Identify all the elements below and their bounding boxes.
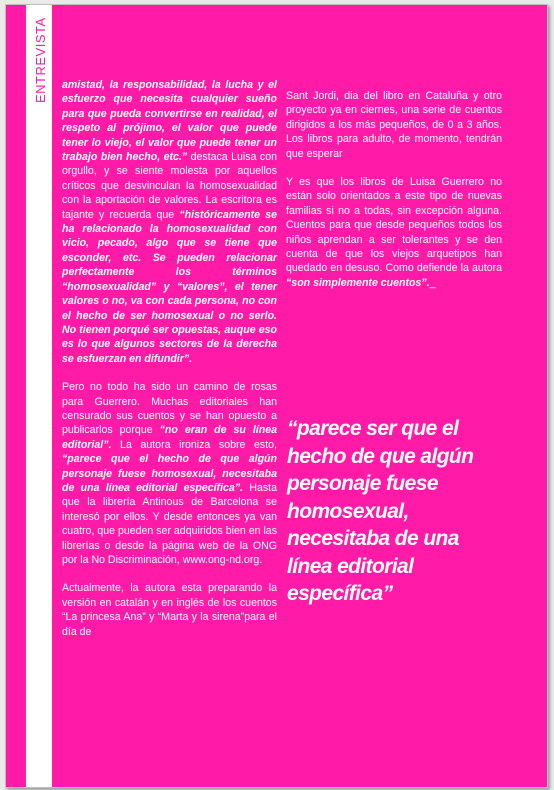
right-paragraph-2 xyxy=(286,175,502,290)
section-label: ENTREVISTA xyxy=(33,17,48,103)
quote-text: “son simplemente cuentos”. xyxy=(286,276,430,289)
end-mark: _ xyxy=(429,276,436,289)
section-strip xyxy=(26,5,52,787)
quote-text: “históricamente se ha relacionado la homosexualidad con vicio, pecado, algo que se tiene que esconder, etc. Se pueden relacionar perfectamente los términos “homosexualidad” y “valores”, el tener valores o no, va con cada persona, no con el hecho de ser homosexual o no serlo. No tienen porqué ser opuestas, auque eso es lo que algunos sectores de la derecha se esfuerzan en difundir”. xyxy=(62,208,277,365)
left-paragraph-3: Actualmente, la autora esta preparando la versión en catalán y en inglés de los cuentos “La princesa Ana” y “Marta y la sirena”para el día de xyxy=(62,582,277,638)
quote-text: amistad, la responsabilidad, la lucha y el esfuerzo que necesita cualquier sueño para que pueda convertirse en realidad, el respeto al prójimo, el valor que puede tener lo viejo, el valor que puede tener un trabajo bien hecho, etc.” xyxy=(62,79,277,164)
left-paragraph-1 xyxy=(62,78,277,366)
body-text: Y es que los libros de Luisa Guerrero no están solo orientados a este tipo de nuevas familias si no a todas, sin excepción alguna. Cuentos para que desde pequeños todos los niños aprendan a ser tolerantes y se den cuenta de que los viejos arquetipos han quedado en desuso. Como defiende la autora xyxy=(286,176,502,275)
body-text: destaca Luisa con orgullo, y se siente molesta por aquellos críticos que desvinculan la homosexualidad con la aportación de valores. La escritora es tajante y recuerda que xyxy=(62,151,277,221)
quote-text: “parece que el hecho de que algún personaje fuese homosexual, necesitaba de una línea editorial específica”. xyxy=(62,453,277,494)
body-text: La autora ironiza sobre esto, xyxy=(111,438,277,451)
body-text: Pero no todo ha sido un camino de rosas para Guerrero. Muchas editoriales han censurado sus cuentos y se han opuesto a publicarlos porque xyxy=(62,381,277,437)
right-column xyxy=(286,89,502,290)
magazine-page xyxy=(5,4,548,788)
pull-quote: “parece ser que el hecho de que algún personaje fuese homosexual, necesitaba de una línea editorial específica” xyxy=(287,417,474,605)
quote-text: “no eran de su línea editorial”. xyxy=(62,424,277,451)
right-paragraph-1: Sant Jordi, dia del libro en Cataluña y otro proyecto ya en ciernes, una serie de cuentos dirigidos a los más pequeños, de 0 a 3 años. Los libros para adulto, de momento, tendrán que esperar xyxy=(286,90,502,160)
left-paragraph-2 xyxy=(62,380,277,567)
left-column xyxy=(62,78,277,639)
body-text: Hasta que la librería Antinous de Barcelona se interesó por ellos. Y desde entonces ya van cuatro, que pueden ser adquiridos bien en las librerías o desde la página web de la ONG por la No Discriminación, www.ong-nd.org. xyxy=(62,481,277,566)
